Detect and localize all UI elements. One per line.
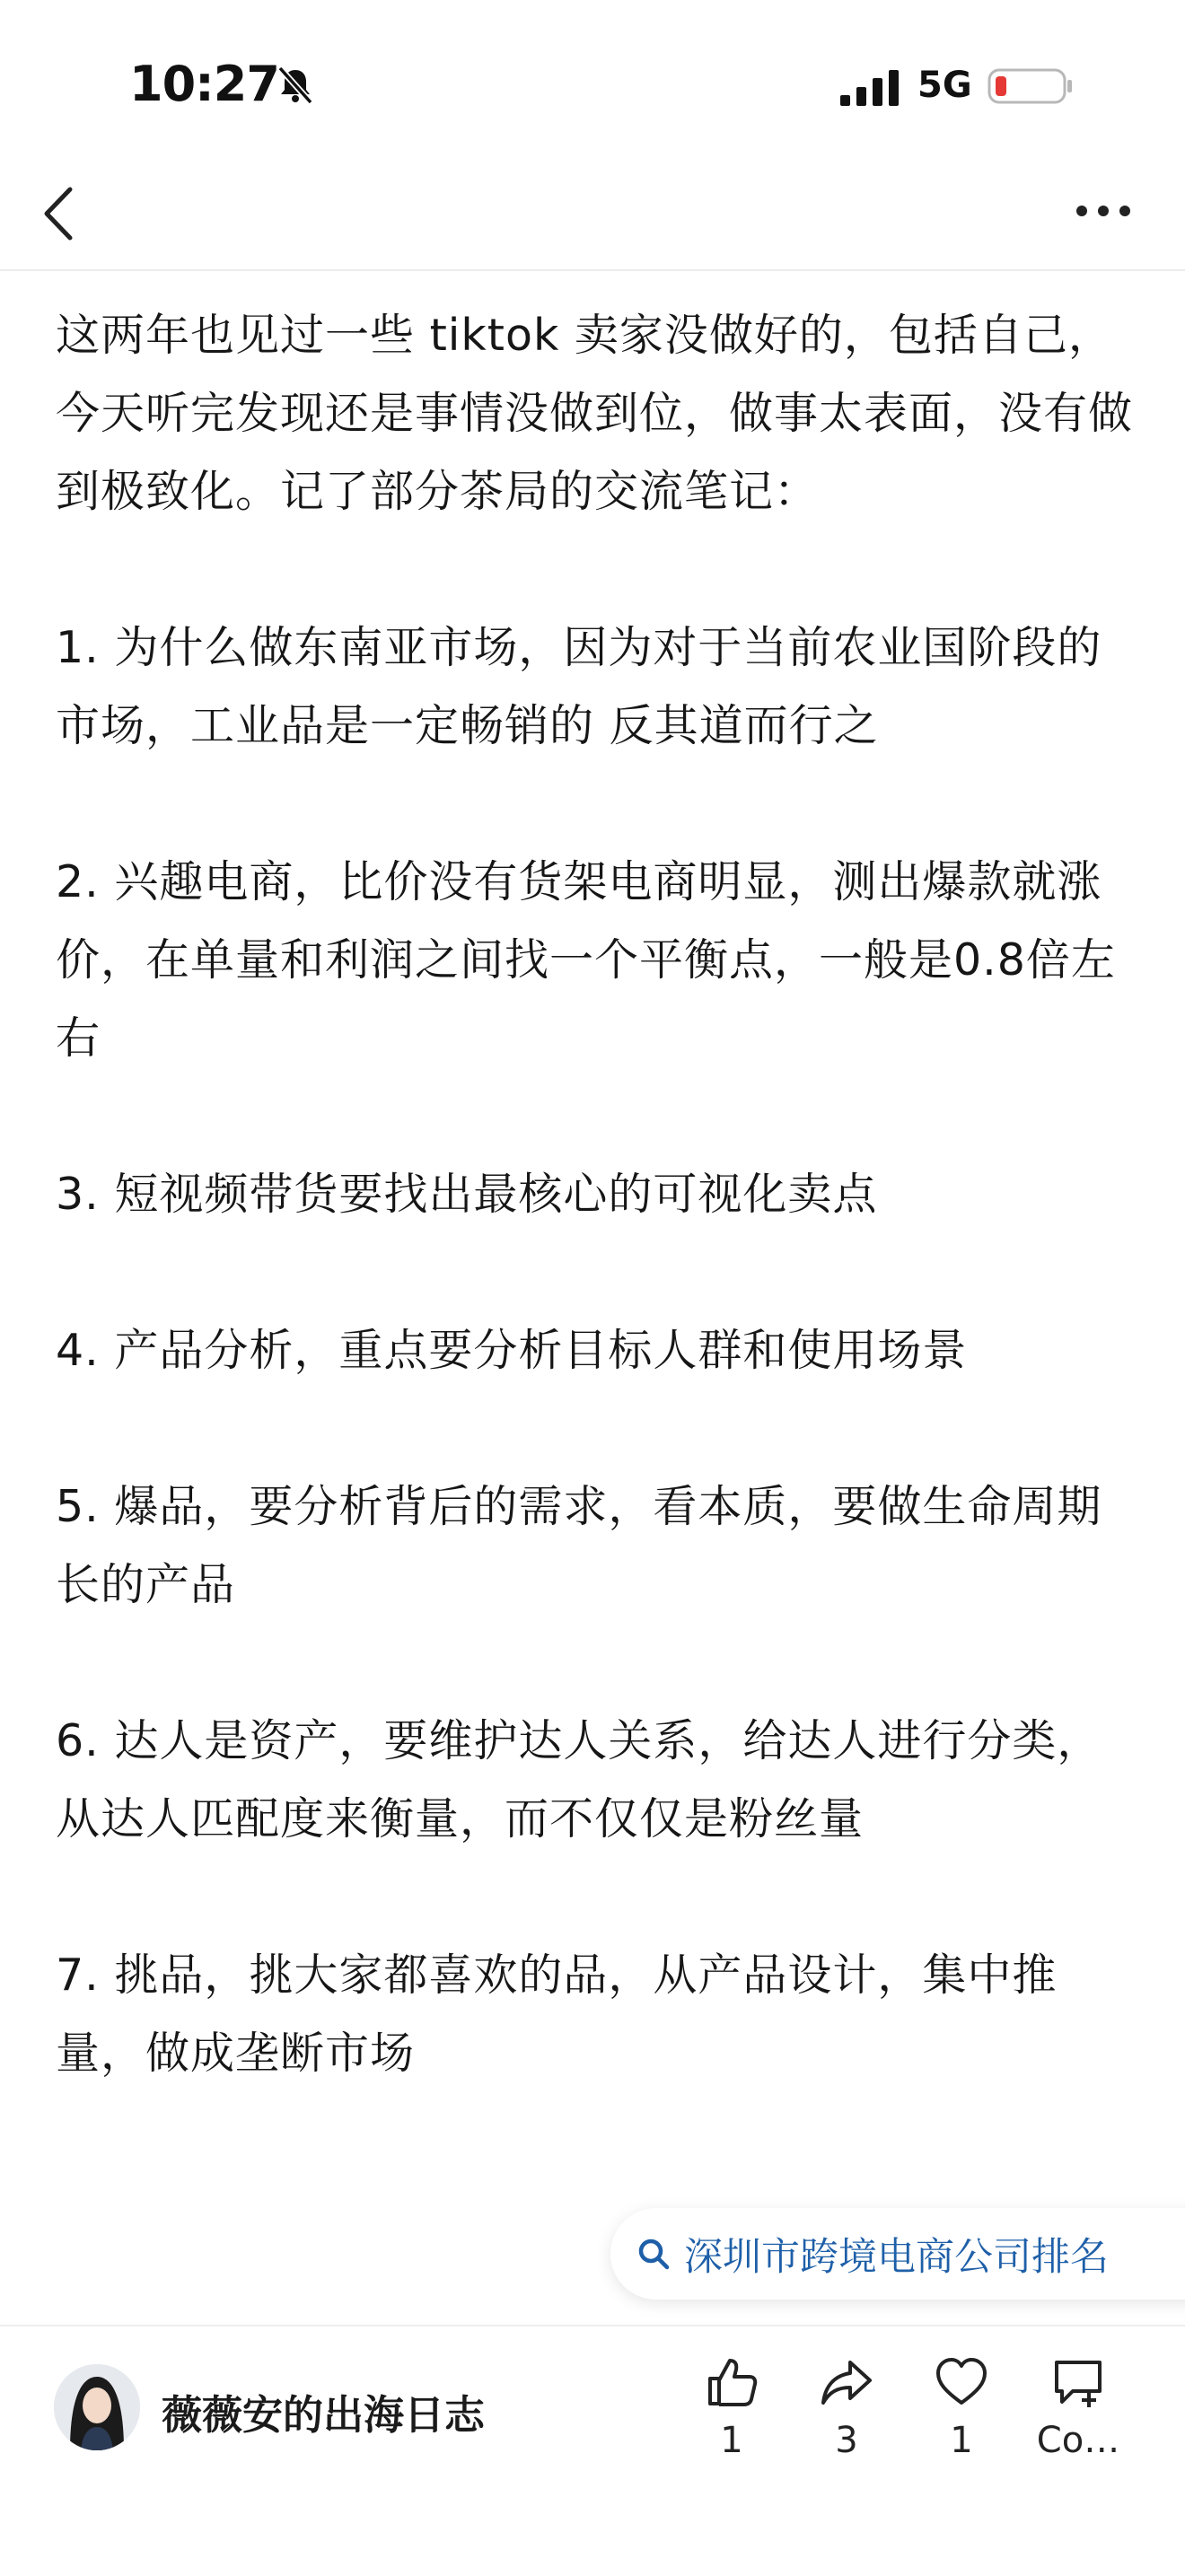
post-paragraph-6: 6. 达人是资产，要维护达人关系，给达人进行分类，从达人匹配度来衡量，而不仅仅是粉丝量 bbox=[56, 1715, 1102, 1844]
bell-muted-icon bbox=[275, 65, 316, 106]
battery-low-icon bbox=[988, 66, 1074, 106]
post-paragraph-2: 2. 兴趣电商，比价没有货架电商明显，测出爆款就涨价，在单量和利润之间找一个平衡点，一般是0.8倍左右 bbox=[56, 856, 1116, 1064]
share-icon bbox=[818, 2353, 875, 2411]
post-paragraph-1: 1. 为什么做东南亚市场，因为对于当前农业国阶段的市场，工业品是一定畅销的 反其道而行之 bbox=[56, 622, 1102, 751]
heart-icon bbox=[933, 2353, 990, 2411]
bottom-action-bar bbox=[0, 2325, 1185, 2576]
more-options-icon[interactable] bbox=[1074, 202, 1133, 220]
top-navigation bbox=[0, 157, 1185, 271]
post-paragraph-4: 4. 产品分析，重点要分析目标人群和使用场景 bbox=[56, 1325, 968, 1376]
author-avatar[interactable] bbox=[54, 2364, 140, 2450]
comment-button[interactable] bbox=[1029, 2353, 1128, 2461]
post-paragraph-5: 5. 爆品，要分析背后的需求，看本质，要做生命周期长的产品 bbox=[56, 1481, 1102, 1610]
comment-icon bbox=[1049, 2353, 1107, 2411]
post-content bbox=[56, 296, 1133, 2316]
favorite-button[interactable] bbox=[912, 2353, 1011, 2461]
search-suggestion-chip[interactable] bbox=[610, 2208, 1185, 2300]
comment-label: Co… bbox=[1036, 2420, 1120, 2461]
status-bar bbox=[0, 0, 1185, 157]
back-chevron-icon[interactable] bbox=[38, 182, 83, 245]
like-count: 1 bbox=[720, 2420, 743, 2461]
favorite-count: 1 bbox=[950, 2420, 973, 2461]
post-paragraph-3: 3. 短视频带货要找出最核心的可视化卖点 bbox=[56, 1169, 878, 1220]
author-name[interactable]: 薇薇安的出海日志 bbox=[162, 2391, 486, 2439]
network-type: 5G bbox=[917, 65, 972, 106]
cellular-signal-icon bbox=[838, 68, 901, 108]
share-button[interactable] bbox=[797, 2353, 896, 2461]
like-button[interactable] bbox=[682, 2353, 781, 2461]
share-count: 3 bbox=[835, 2420, 858, 2461]
thumbs-up-icon bbox=[703, 2353, 760, 2411]
search-icon bbox=[636, 2236, 672, 2272]
search-suggestion-text: 深圳市跨境电商公司排名 bbox=[684, 2234, 1109, 2280]
status-time: 10:27 bbox=[129, 56, 279, 112]
post-paragraph-intro: 这两年也见过一些 tiktok 卖家没做好的，包括自己，今天听完发现还是事情没做到位，做事太表面，没有做到极致化。记了部分茶局的交流笔记： bbox=[56, 310, 1133, 517]
post-paragraph-7: 7. 挑品，挑大家都喜欢的品，从产品设计，集中推量，做成垄断市场 bbox=[56, 1950, 1058, 2079]
